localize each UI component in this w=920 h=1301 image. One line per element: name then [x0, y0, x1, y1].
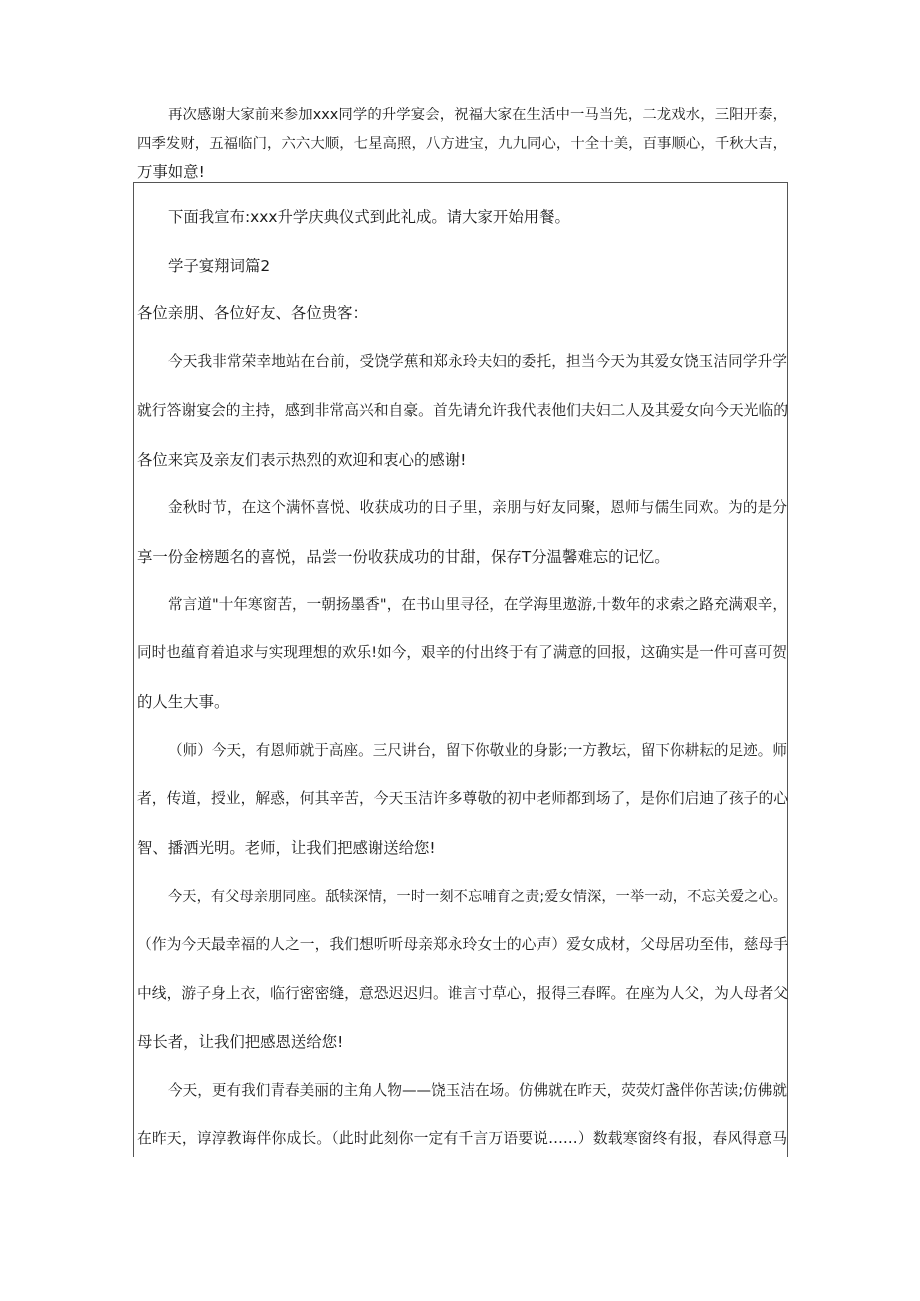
text-line: （作为今天最幸福的人之一，我们想听听母亲郑永玲女士的心声）爱女成材，父母居功至伟，慈母手: [137, 936, 789, 953]
text-line: 常言道"十年寒窗苦，一朝扬墨香"，在书山里寻径，在学海里遨游,十数年的求索之路充满艰辛，: [168, 596, 787, 613]
section-title: 学子宴翔词篇2: [168, 257, 271, 275]
text-line: 四季发财，五福临门，六六大顺，七星高照，八方进宝，九九同心，十全十美，百事顺心，千秋大吉，: [137, 136, 787, 152]
frame-left-border: [133, 182, 134, 1157]
text-line: 母长者，让我们把感恩送给您!: [137, 1033, 344, 1051]
text-line: （师）今天，有恩师就于高座。三尺讲台，留下你敬业的身影;一方教坛，留下你耕耘的足迹。师: [168, 742, 787, 759]
text-line: 万事如意!: [137, 163, 205, 181]
text-line: 智、播洒光明。老师，让我们把感谢送给您!: [137, 839, 436, 857]
text-line: 中线，游子身上衣，临行密密缝，意恐迟迟归。谁言寸草心，报得三春晖。在座为人父，为人母者父: [137, 985, 789, 1002]
text-line: 各位来宾及亲友们表示热烈的欢迎和衷心的感谢!: [137, 451, 467, 469]
announcement: 下面我宣布:xxx升学庆典仪式到此礼成。请大家开始用餐。: [168, 208, 570, 226]
frame-top-border: [133, 182, 787, 183]
text-line: 金秋时节，在这个满怀喜悦、收获成功的日子里，亲朋与好友同聚，恩师与儒生同欢。为的是分: [168, 499, 787, 516]
text-line: 今天，有父母亲朋同座。舐犊深情，一时一刻不忘哺育之责;爱女情深，一举一动，不忘关爱之心。: [168, 889, 787, 905]
frame-right-border: [787, 182, 788, 1157]
text-line: 就行答谢宴会的主持，感到非常高兴和自豪。首先请允许我代表他们夫妇二人及其爱女向今天光临的: [137, 402, 789, 419]
text-line: 今天，更有我们青春美丽的主角人物——饶玉洁在场。仿佛就在昨天，荧荧灯盏伴你苦读;仿佛就: [168, 1082, 787, 1099]
text-line: 者，传道，授业，解惑，何其辛苦，今天玉洁许多尊敬的初中老师都到场了，是你们启迪了孩子的心: [137, 790, 789, 807]
text-line: 再次感谢大家前来参加xxx同学的升学宴会，祝福大家在生活中一马当先，二龙戏水，三阳开泰，: [168, 107, 787, 123]
greeting: 各位亲朋、各位好友、各位贵客：: [137, 304, 368, 322]
text-line: 在昨天，谆淳教诲伴你成长。（此时此刻你一定有千言万语要说……）数载寒窗终有报，春风得意马: [137, 1130, 787, 1147]
text-line: 的人生大事。: [137, 693, 230, 711]
text-line: 享一份金榜题名的喜悦，品尝一份收获成功的甘甜，保存T分温馨难忘的记忆。: [137, 548, 670, 566]
text-line: 同时也蕴育着追求与实现理想的欢乐!如今，艰辛的付出终于有了满意的回报，这确实是一件可喜可贺: [137, 644, 787, 661]
text-line: 今天我非常荣幸地站在台前，受饶学蕉和郑永玲夫妇的委托，担当今天为其爱女饶玉洁同学升学: [168, 353, 787, 370]
